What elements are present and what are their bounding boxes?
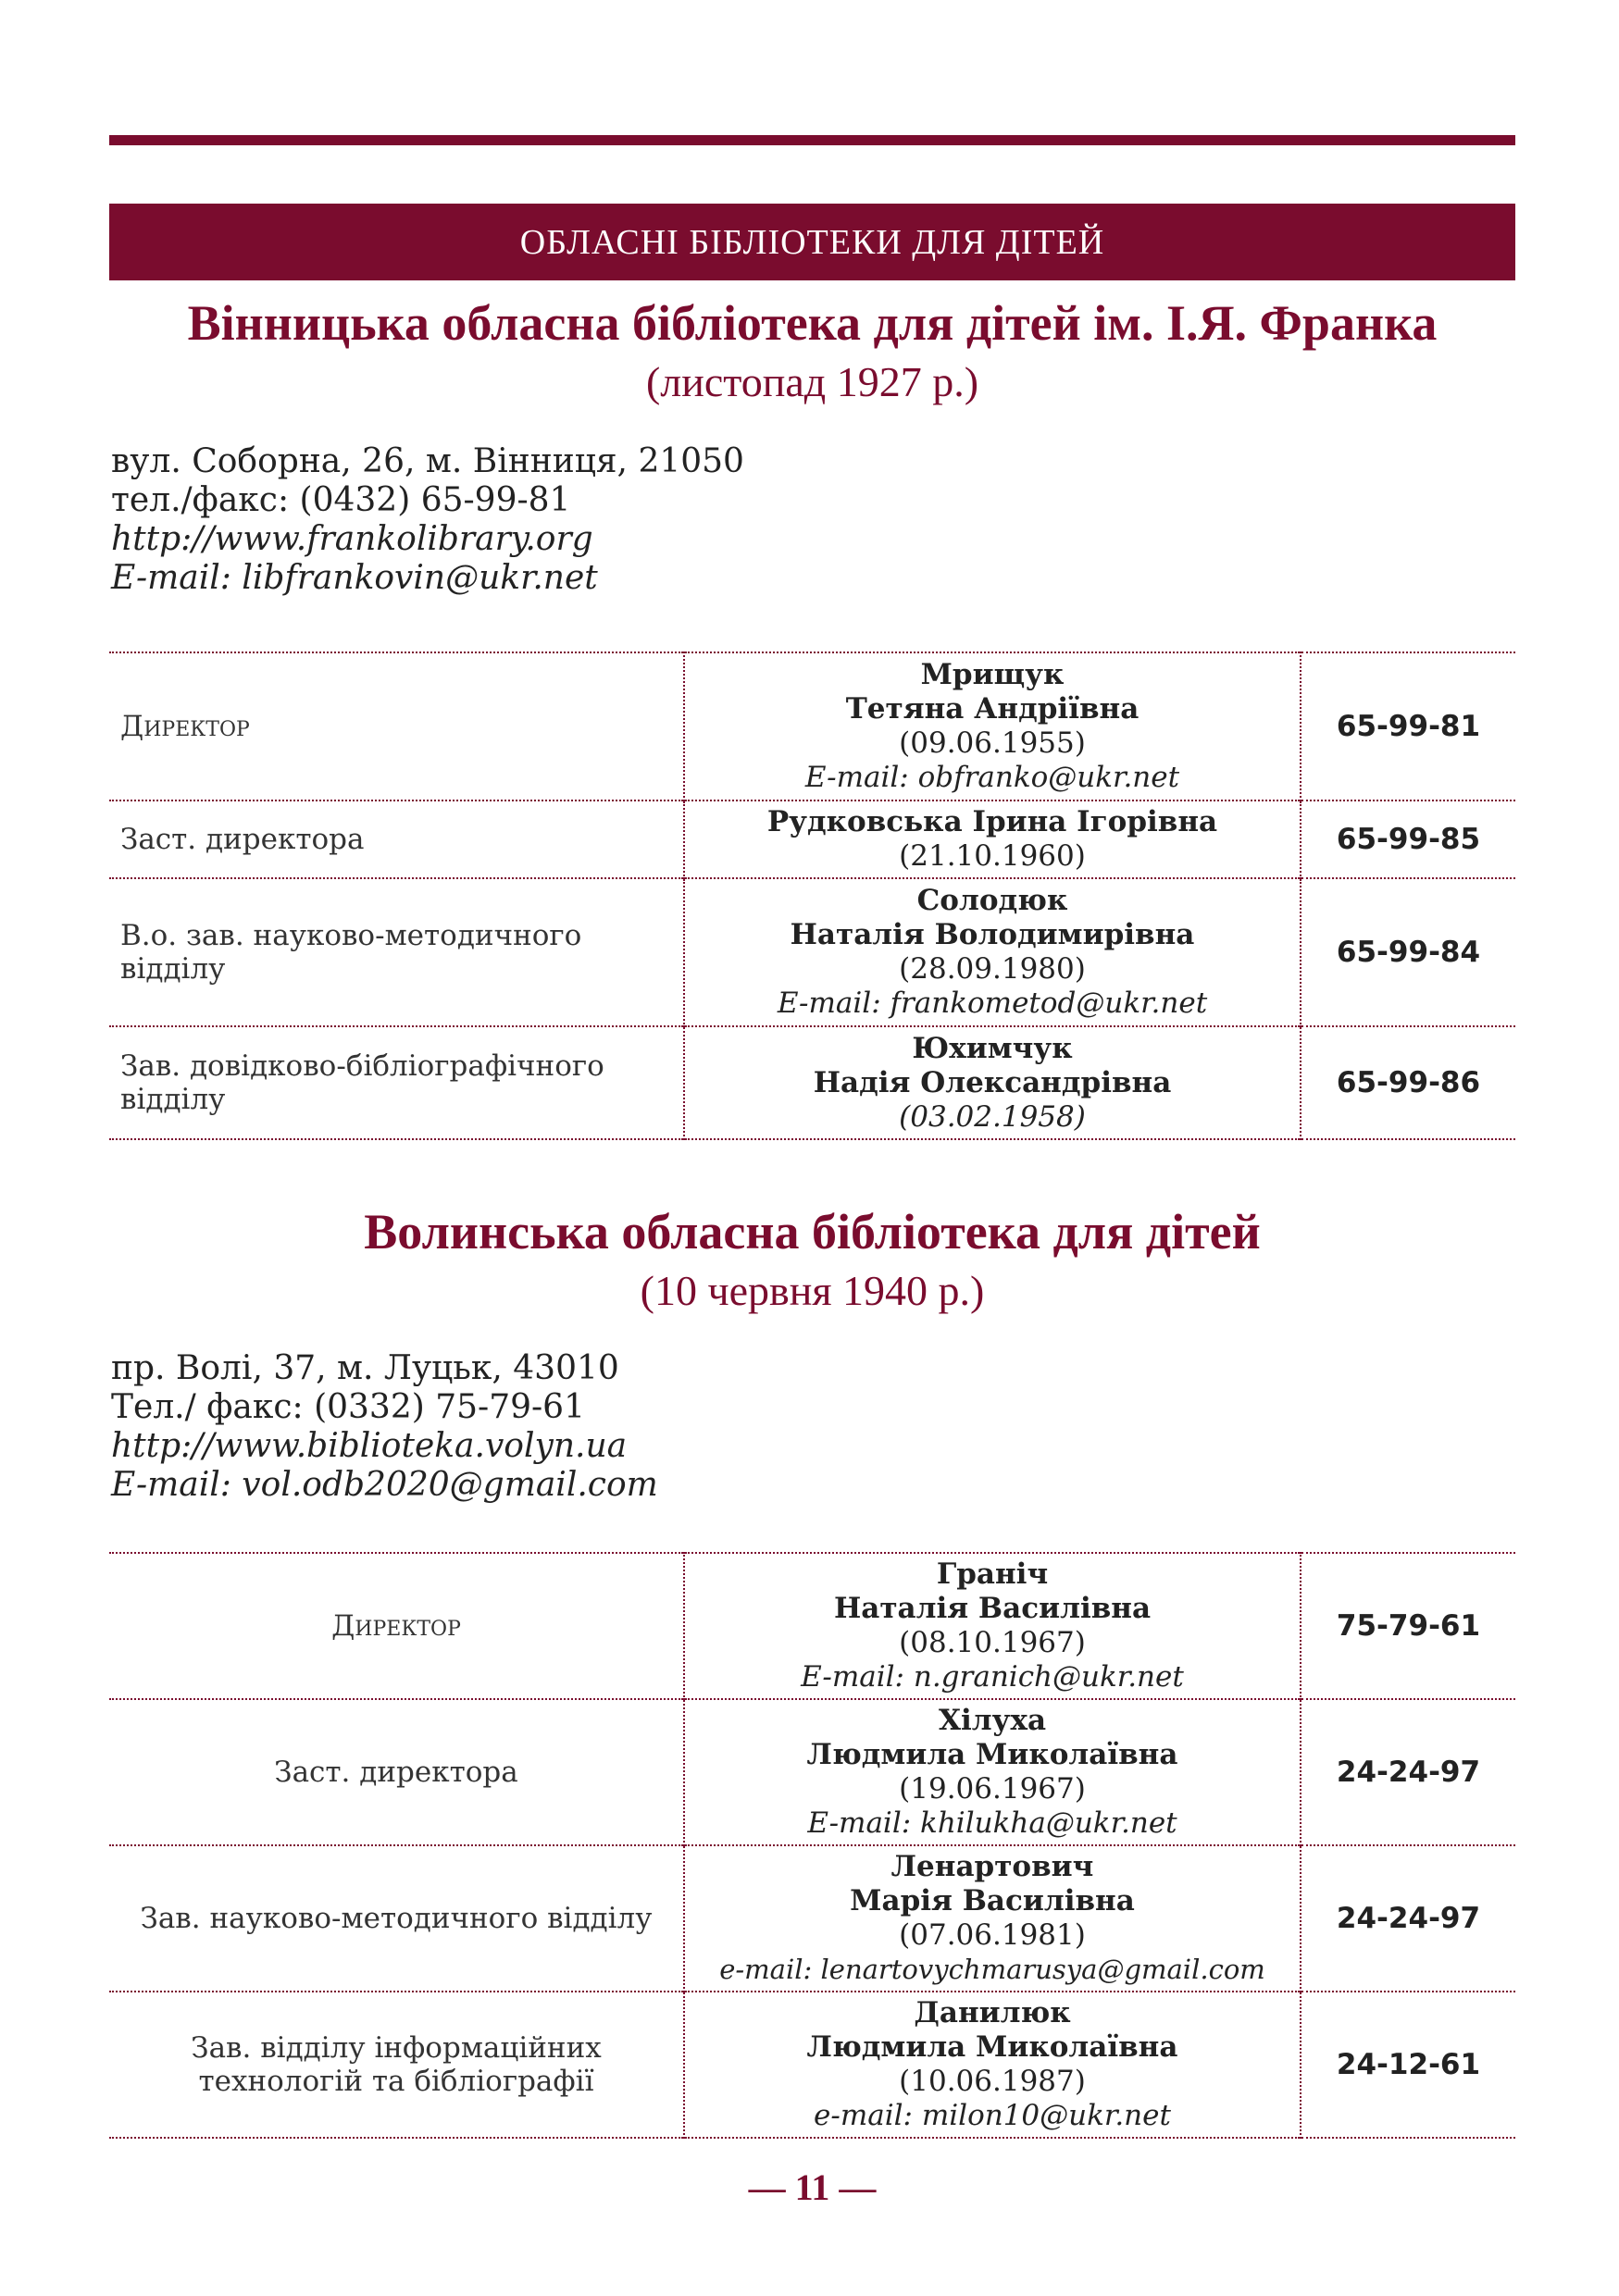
position: В.о. зав. науково-методичного відділу <box>109 878 684 1026</box>
section-header <box>109 204 1515 280</box>
surname: Ленартович <box>890 1850 1094 1883</box>
table-row <box>109 1553 1515 1699</box>
person-email[interactable]: E-mail: khilukha@ukr.net <box>807 1806 1177 1840</box>
birth-date: (03.02.1958) <box>899 1099 1086 1134</box>
full-name: Тетяна Андріївна <box>845 692 1140 726</box>
person-cell <box>684 878 1301 1026</box>
position: Заст. директора <box>109 800 684 878</box>
person-cell <box>684 652 1301 800</box>
table-row <box>109 1845 1515 1992</box>
section-title: ОБЛАСНІ БІБЛІОТЕКИ ДЛЯ ДІТЕЙ <box>519 222 1105 262</box>
person-email[interactable]: e-mail: lenartovychmarusya@gmail.com <box>719 1954 1265 1985</box>
table-row <box>109 652 1515 800</box>
table-row <box>109 1026 1515 1139</box>
position: Заст. директора <box>109 1699 684 1845</box>
surname: Данилюк <box>914 1996 1071 2029</box>
birth-date: (09.06.1955) <box>899 726 1086 760</box>
phone-number: 75-79-61 <box>1336 1609 1481 1643</box>
person-cell <box>684 1553 1301 1699</box>
birth-date: (10.06.1987) <box>899 2065 1086 2098</box>
surname: Хілуха <box>938 1704 1047 1737</box>
table-row <box>109 878 1515 1026</box>
address: вул. Соборна, 26, м. Вінниця, 21050 <box>111 442 744 480</box>
birth-date: (08.10.1967) <box>899 1626 1086 1659</box>
full-name: Наталія Володимирівна <box>790 918 1195 951</box>
birth-date: (19.06.1967) <box>899 1772 1086 1806</box>
staff-table <box>109 1552 1515 2139</box>
library-founding-date: (листопад 1927 р.) <box>645 358 979 405</box>
person-cell <box>684 1026 1301 1139</box>
full-name: Рудковська Ірина Ігорівна <box>766 805 1218 838</box>
birth-date: (07.06.1981) <box>899 1918 1086 1952</box>
page-number: — 11 — <box>748 2166 877 2208</box>
library-founding-date: (10 червня 1940 р.) <box>640 1267 985 1314</box>
table-row <box>109 1992 1515 2138</box>
phone-number: 24-12-61 <box>1301 1992 1515 2138</box>
full-name: Людмила Миколаївна <box>806 2030 1178 2064</box>
full-name: Надія Олександрівна <box>813 1065 1172 1099</box>
email-link[interactable]: E-mail: libfrankovin@ukr.net <box>111 559 598 597</box>
top-rule <box>109 135 1515 145</box>
phone-number: 65-99-86 <box>1301 1026 1515 1139</box>
position: Директор <box>331 1609 461 1643</box>
person-cell <box>684 1992 1301 2138</box>
full-name: Людмила Миколаївна <box>806 1738 1178 1771</box>
person-cell <box>684 1699 1301 1845</box>
website-link[interactable]: http://www.frankolibrary.org <box>111 520 593 558</box>
full-name: Наталія Василівна <box>833 1592 1152 1625</box>
surname: Юхимчук <box>912 1031 1073 1065</box>
person-cell <box>684 1845 1301 1992</box>
person-email[interactable]: E-mail: frankometod@ukr.net <box>777 987 1208 1020</box>
email-link[interactable]: E-mail: vol.odb2020@gmail.com <box>111 1466 658 1504</box>
surname: Солодюк <box>916 884 1068 917</box>
phone-fax: Тел./ факс: (0332) 75-79-61 <box>111 1388 585 1426</box>
library-contacts <box>111 442 744 598</box>
library-contacts <box>111 1349 658 1505</box>
position: Зав. науково-методичного відділу <box>109 1845 684 1992</box>
library-title: Вінницька обласна бібліотека для дітей ім. І.Я. Франка <box>187 295 1438 351</box>
staff-table <box>109 652 1515 1140</box>
address: пр. Волі, 37, м. Луцьк, 43010 <box>111 1349 619 1387</box>
website-link[interactable]: http://www.biblioteka.volyn.ua <box>111 1427 628 1465</box>
phone-number: 24-24-97 <box>1301 1845 1515 1992</box>
table-row <box>109 1699 1515 1845</box>
position: Зав. довідково-бібліографічного відділу <box>109 1026 684 1139</box>
table-row <box>109 800 1515 878</box>
phone-number: 65-99-85 <box>1301 800 1515 878</box>
birth-date: (28.09.1980) <box>899 952 1086 986</box>
surname: Граніч <box>936 1558 1049 1591</box>
person-email[interactable]: e-mail: milon10@ukr.net <box>814 2099 1171 2132</box>
surname: Мрищук <box>920 658 1065 691</box>
library-title: Волинська обласна бібліотека для дітей <box>364 1204 1261 1260</box>
birth-date: (21.10.1960) <box>899 839 1086 873</box>
phone-number: 65-99-81 <box>1336 710 1481 743</box>
position: Директор <box>120 710 250 743</box>
full-name: Марія Василівна <box>850 1884 1135 1917</box>
person-cell <box>684 800 1301 878</box>
position: Зав. відділу інформаційних технологій та бібліографії <box>109 1992 684 2138</box>
phone-fax: тел./факс: (0432) 65-99-81 <box>111 481 571 519</box>
phone-number: 24-24-97 <box>1301 1699 1515 1845</box>
person-email[interactable]: E-mail: obfranko@ukr.net <box>804 761 1180 794</box>
phone-number: 65-99-84 <box>1301 878 1515 1026</box>
person-email[interactable]: E-mail: n.granich@ukr.net <box>801 1660 1184 1694</box>
